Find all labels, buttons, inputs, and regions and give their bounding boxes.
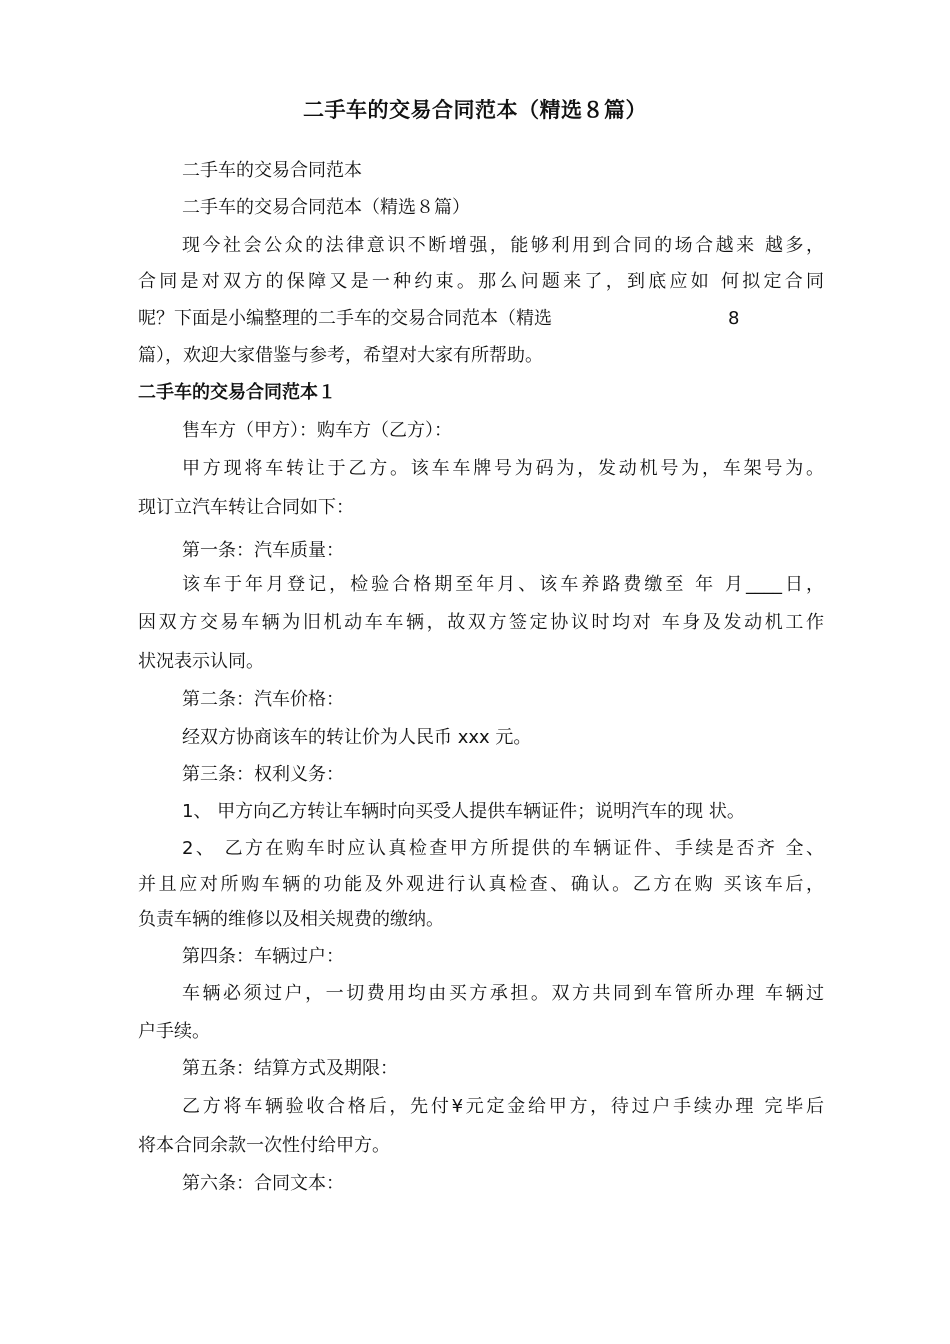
paragraph-line: 甲方现将车转让于乙方。该车车牌号为码为，发动机号为，车架号为。 xyxy=(182,458,824,479)
intro-heading: 二手车的交易合同范本 xyxy=(182,160,362,181)
paragraph-line: 篇），欢迎大家借鉴与参考，希望对大家有所帮助。 xyxy=(138,345,543,366)
paragraph-line: 现订立汽车转让合同如下： xyxy=(138,497,354,518)
article-heading: 第一条：汽车质量： xyxy=(182,540,344,561)
paragraph-line: 该车于年月登记，检验合格期至年月、该车养路费缴至 年 月____日， xyxy=(182,574,824,595)
article-heading: 第六条：合同文本： xyxy=(182,1173,344,1194)
paragraph-line: 车辆必须过户，一切费用均由买方承担。双方共同到车管所办理 车辆过 xyxy=(182,983,824,1004)
paragraph-line: 现今社会公众的法律意识不断增强，能够利用到合同的场合越来 越多， xyxy=(182,235,824,256)
section-heading: 二手车的交易合同范本１ xyxy=(138,382,336,403)
paragraph-line: 负责车辆的维修以及相关规费的缴纳。 xyxy=(138,909,444,930)
paragraph-line-text: 呢？下面是小编整理的二手车的交易合同范本（精选 xyxy=(138,308,552,329)
article-heading: 第二条：汽车价格： xyxy=(182,689,344,710)
document-title: 二手车的交易合同范本（精选８篇） xyxy=(303,98,647,122)
paragraph-line: 并且应对所购车辆的功能及外观进行认真检查、确认。乙方在购 买该车后， xyxy=(138,874,824,895)
paragraph-line: 1、 甲方向乙方转让车辆时向买受人提供车辆证件；说明汽车的现 状。 xyxy=(182,801,745,822)
intro-subheading: 二手车的交易合同范本（精选８篇） xyxy=(182,197,470,218)
article-heading: 第四条：车辆过户： xyxy=(182,946,344,967)
paragraph-line: 乙方将车辆验收合格后，先付¥元定金给甲方，待过户手续办理 完毕后 xyxy=(182,1096,824,1117)
paragraph-line: 状况表示认同。 xyxy=(138,651,264,672)
parties-line: 售车方（甲方）：购车方（乙方）： xyxy=(182,420,452,441)
paragraph-line: 合同是对双方的保障又是一种约束。那么问题来了，到底应如 何拟定合同 xyxy=(138,271,824,292)
paragraph-line xyxy=(138,307,739,331)
paragraph-line: 将本合同余款一次性付给甲方。 xyxy=(138,1135,390,1156)
paragraph-line: 户手续。 xyxy=(138,1021,210,1042)
article-heading: 第三条：权利义务： xyxy=(182,764,344,785)
paragraph-line: 经双方协商该车的转让价为人民币 xxx 元。 xyxy=(182,727,532,748)
article-heading: 第五条：结算方式及期限： xyxy=(182,1058,398,1079)
paragraph-line: 因双方交易车辆为旧机动车车辆，故双方签定协议时均对 车身及发动机工作 xyxy=(138,612,824,633)
paragraph-line: 2、 乙方在购车时应认真检查甲方所提供的车辆证件、手续是否齐 全、 xyxy=(182,838,824,859)
paragraph-line-number: 8 xyxy=(728,308,740,329)
